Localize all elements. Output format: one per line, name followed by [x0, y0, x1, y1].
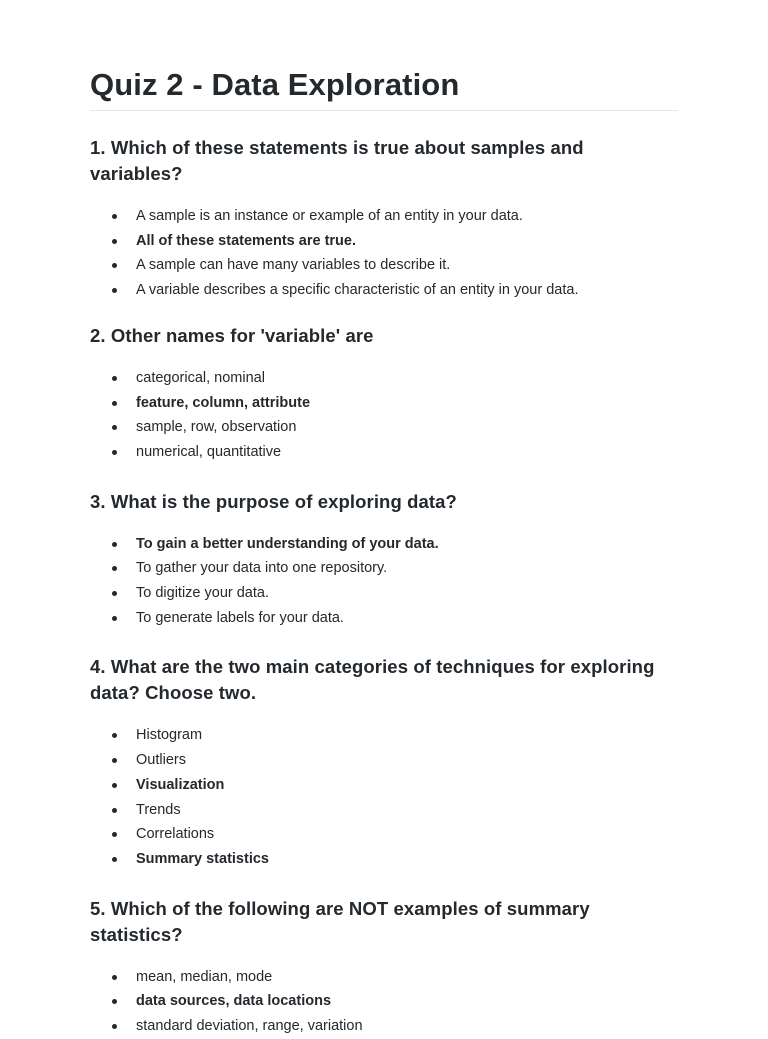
answer-text: Visualization [136, 776, 225, 793]
question-5-answers [90, 965, 678, 1039]
bullet-icon [112, 263, 117, 268]
answer-item [90, 723, 678, 748]
question-3-answers [90, 532, 678, 631]
quiz-document [90, 0, 678, 1039]
question-4 [90, 654, 678, 871]
answer-text: To gather your data into one repository. [136, 560, 388, 577]
bullet-icon [112, 857, 117, 862]
page-title: Quiz 2 - Data Exploration [90, 0, 678, 111]
answer-item-correct [90, 391, 678, 416]
answer-text: To generate labels for your data. [136, 609, 344, 626]
answer-text: All of these statements are true. [136, 232, 356, 249]
answer-text: A variable describes a specific characteristic of an entity in your data. [136, 282, 579, 299]
bullet-icon [112, 288, 117, 293]
answer-item [90, 1014, 678, 1039]
answer-item [90, 204, 678, 229]
answer-text: sample, row, observation [136, 419, 297, 436]
answer-text: Histogram [136, 727, 203, 744]
answer-item [90, 798, 678, 823]
bullet-icon [112, 591, 117, 596]
bullet-icon [112, 401, 117, 406]
question-3-text: 3. What is the purpose of exploring data? [90, 490, 457, 512]
question-1-text: 1. Which of these statements is true about samples and variables? [90, 137, 584, 184]
answer-item [90, 440, 678, 465]
bullet-icon [112, 999, 117, 1004]
bullet-icon [112, 616, 117, 621]
answer-text: categorical, nominal [136, 369, 265, 386]
answer-text: Trends [136, 801, 181, 818]
answer-item [90, 366, 678, 391]
bullet-icon [112, 808, 117, 813]
question-1-answers [90, 204, 678, 303]
answer-text: To digitize your data. [136, 585, 269, 602]
answer-item [90, 556, 678, 581]
answer-text: mean, median, mode [136, 968, 273, 985]
answer-text: A sample can have many variables to describe it. [136, 257, 451, 274]
question-5 [90, 896, 678, 1039]
answer-text: Outliers [136, 752, 186, 769]
bullet-icon [112, 239, 117, 244]
bullet-icon [112, 376, 117, 381]
answer-text: feature, column, attribute [136, 394, 311, 411]
bullet-icon [112, 450, 117, 455]
answer-item [90, 748, 678, 773]
answer-item [90, 415, 678, 440]
answer-text: standard deviation, range, variation [136, 1018, 363, 1035]
question-2-answers [90, 366, 678, 465]
question-2 [90, 323, 678, 465]
answer-item-correct [90, 989, 678, 1014]
answer-text: numerical, quantitative [136, 443, 282, 460]
question-1 [90, 135, 678, 303]
answer-item [90, 581, 678, 606]
bullet-icon [112, 733, 117, 738]
bullet-icon [112, 566, 117, 571]
answer-item-correct [90, 847, 678, 872]
answer-text: To gain a better understanding of your data. [136, 535, 439, 552]
answer-item [90, 606, 678, 631]
question-2-text: 2. Other names for 'variable' are [90, 324, 374, 346]
answer-item-correct [90, 773, 678, 798]
answer-text: data sources, data locations [136, 993, 332, 1010]
bullet-icon [112, 425, 117, 430]
bullet-icon [112, 1024, 117, 1029]
answer-item-correct [90, 532, 678, 557]
answer-text: Summary statistics [136, 850, 269, 867]
answer-item [90, 965, 678, 990]
question-3 [90, 489, 678, 631]
bullet-icon [112, 975, 117, 980]
question-4-answers [90, 723, 678, 871]
bullet-icon [112, 758, 117, 763]
question-5-text: 5. Which of the following are NOT examples of summary statistics? [90, 897, 590, 945]
answer-item [90, 253, 678, 278]
answer-item [90, 822, 678, 847]
bullet-icon [112, 214, 117, 219]
bullet-icon [112, 783, 117, 788]
answer-item [90, 278, 678, 303]
answer-text: Correlations [136, 826, 215, 843]
answer-item-correct [90, 229, 678, 254]
bullet-icon [112, 832, 117, 837]
question-4-text: 4. What are the two main categories of techniques for exploring data? Choose two. [90, 656, 655, 704]
answer-text: A sample is an instance or example of an entity in your data. [136, 208, 523, 224]
bullet-icon [112, 542, 117, 547]
